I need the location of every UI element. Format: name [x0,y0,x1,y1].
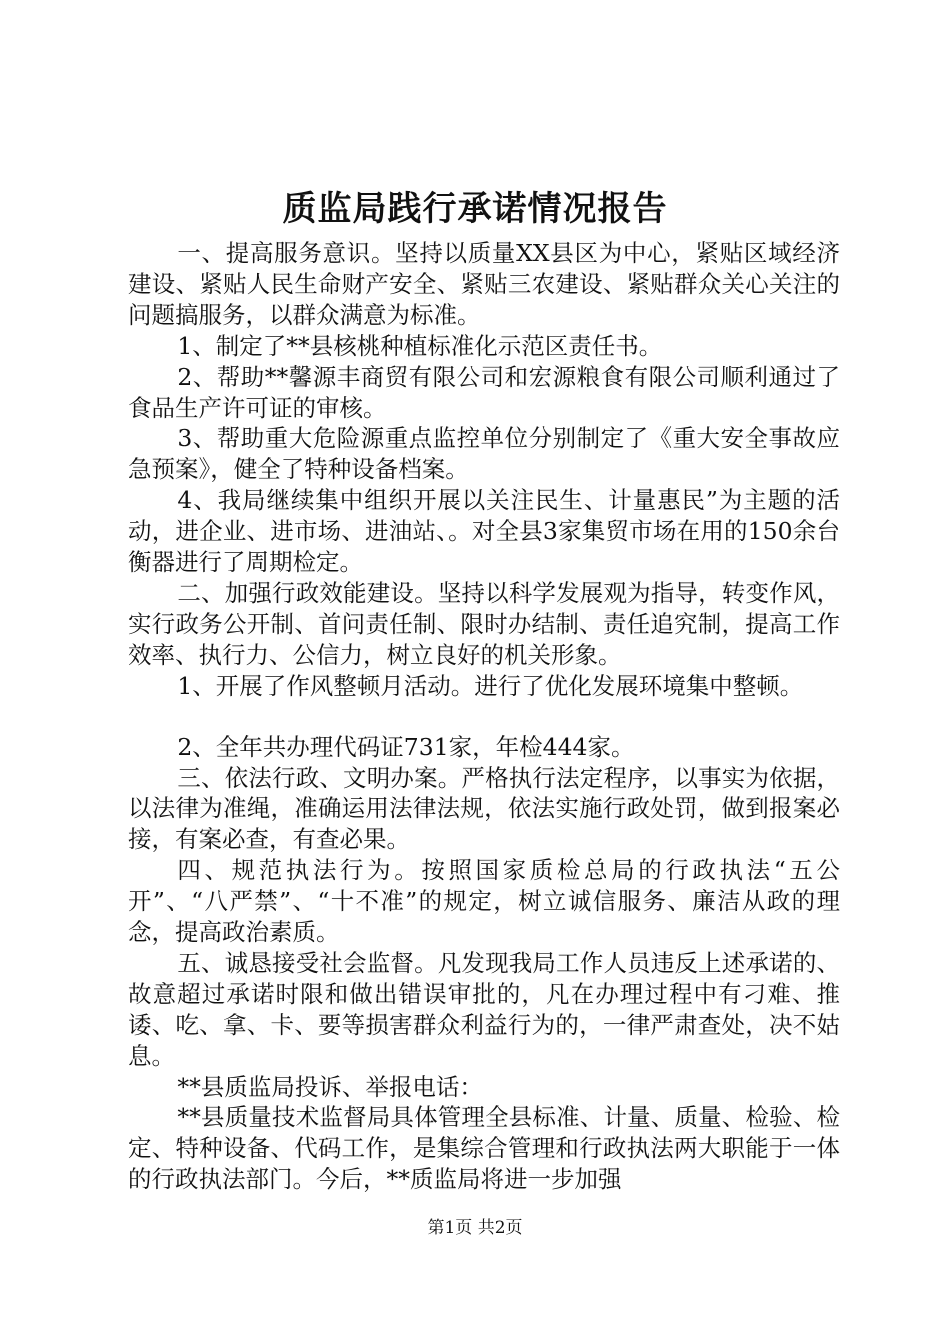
paragraph-hotline: **县质监局投诉、举报电话： [177,1072,483,1101]
document-title: 质监局践行承诺情况报告 [282,189,668,229]
blank-line [128,702,840,732]
page-number-footer: 第1页 共2页 [427,1218,523,1238]
paragraph-item-4: 4、我局继续集中组织开展以关注民生、计量惠民”为主题的活动，进企业、进市场、进油站、。对全县3家集贸市场在用的150余台衡器进行了周期检定。 [128,486,840,577]
paragraph-regulate-conduct: 四、规范执法行为。按照国家质检总局的行政执法“五公开”、“八严禁”、“十不准”的规定，树立诚信服务、廉洁从政的理念，提高政治素质。 [128,856,840,947]
document-body [128,238,840,1195]
paragraph-efficiency-item-1: 1、开展了作风整顿月活动。进行了优化发展环境集中整顿。 [177,671,804,700]
paragraph-item-1: 1、制定了**县核桃种植标准化示范区责任书。 [177,331,663,360]
paragraph-item-3: 3、帮助重大危险源重点监控单位分别制定了《重大安全事故应急预案》，健全了特种设备档案。 [128,424,840,484]
paragraph-service-awareness: 一、提高服务意识。坚持以质量XX县区为中心，紧贴区域经济建设、紧贴人民生命财产安全、紧贴三农建设、紧贴群众关心关注的问题搞服务，以群众满意为标准。 [128,239,840,329]
paragraph-efficiency: 二、加强行政效能建设。坚持以科学发展观为指导，转变作风，实行政务公开制、首问责任制、限时办结制、责任追究制，提高工作效率、执行力、公信力，树立良好的机关形象。 [128,578,840,669]
paragraph-supervision: 五、诚恳接受社会监督。凡发现我局工作人员违反上述承诺的、故意超过承诺时限和做出错误审批的，凡在办理过程中有刁难、推诿、吃、拿、卡、要等损害群众利益行为的，一律严肃查处，决不姑息。 [128,948,840,1070]
paragraph-efficiency-item-2: 2、全年共办理代码证731家，年检444家。 [177,732,635,761]
paragraph-law-enforcement: 三、依法行政、文明办案。严格执行法定程序，以事实为依据，以法律为准绳，准确运用法律法规，依法实施行政处罚，做到报案必接，有案必查，有查必果。 [128,763,840,854]
paragraph-item-2: 2、帮助**馨源丰商贸有限公司和宏源粮食有限公司顺利通过了食品生产许可证的审核。 [128,362,840,422]
paragraph-bureau-overview: **县质量技术监督局具体管理全县标准、计量、质量、检验、检定、特种设备、代码工作，是集综合管理和行政执法两大职能于一体的行政执法部门。今后，**质监局将进一步加强 [128,1103,840,1194]
